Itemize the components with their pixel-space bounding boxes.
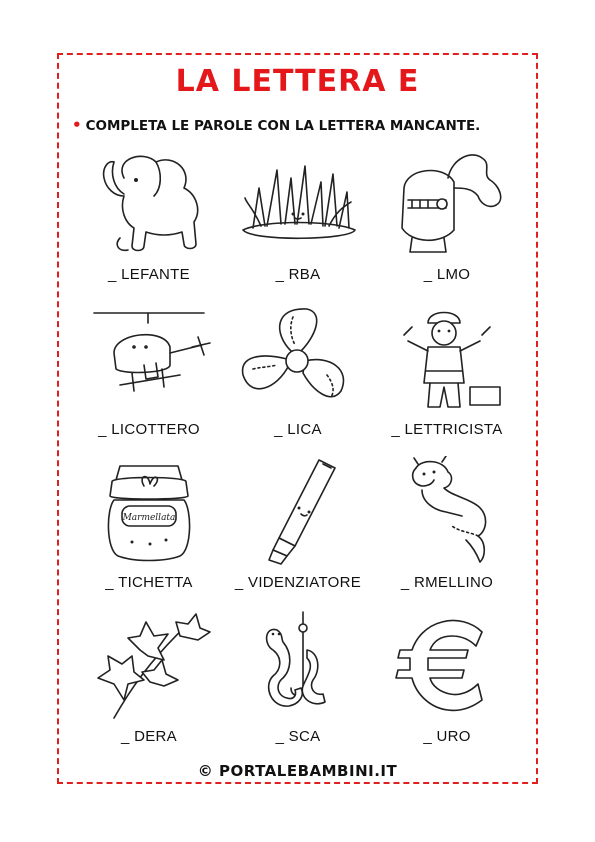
word-blank: _ LICA	[274, 421, 322, 438]
instruction-text: COMPLETA LE PAROLE CON LA LETTERA MANCANTE.	[85, 118, 481, 134]
word-blank: _ LICOTTERO	[98, 421, 200, 438]
exercise-item-grass	[218, 148, 378, 298]
word-blank: _ DERA	[121, 728, 177, 745]
word-blank: _ RBA	[275, 266, 321, 283]
word-blank: _ LETTRICISTA	[391, 421, 503, 438]
exercise-item-ermine	[367, 456, 527, 606]
page-title: LA LETTERA E	[175, 64, 420, 99]
grass-icon	[233, 148, 363, 258]
exercise-item-euro	[367, 610, 527, 760]
instruction	[72, 116, 480, 134]
word-blank: _ RMELLINO	[400, 574, 494, 591]
worm-bait-icon	[233, 610, 363, 720]
helmet-icon	[382, 148, 512, 258]
word-blank: _ URO	[423, 728, 471, 745]
bullet-icon: •	[72, 116, 82, 134]
exercise-item-ivy	[69, 610, 229, 760]
exercise-item-highlighter	[218, 456, 378, 606]
exercise-item-helmet	[367, 148, 527, 298]
ermine-icon	[382, 456, 512, 566]
euro-icon	[382, 610, 512, 720]
footer-credit: © PORTALEBAMBINI.IT	[197, 762, 398, 780]
exercise-item-helicopter	[69, 303, 229, 453]
ivy-icon	[84, 610, 214, 720]
exercise-item-propeller	[218, 303, 378, 453]
word-blank: _ LMO	[423, 266, 471, 283]
exercise-item-elephant	[69, 148, 229, 298]
word-blank: _ LEFANTE	[108, 266, 190, 283]
electrician-icon	[382, 303, 512, 413]
word-blank: _ VIDENZIATORE	[234, 574, 362, 591]
word-blank: _ SCA	[275, 728, 321, 745]
exercise-item-electrician	[367, 303, 527, 453]
elephant-icon	[84, 148, 214, 258]
exercise-item-bait	[218, 610, 378, 760]
propeller-icon	[233, 303, 363, 413]
word-blank: _ TICHETTA	[105, 574, 193, 591]
jam-jar-icon	[84, 456, 214, 566]
helicopter-icon	[84, 303, 214, 413]
highlighter-icon	[233, 456, 363, 566]
exercise-item-jam-jar	[69, 456, 229, 606]
jar-label: Marmellata	[122, 513, 176, 523]
